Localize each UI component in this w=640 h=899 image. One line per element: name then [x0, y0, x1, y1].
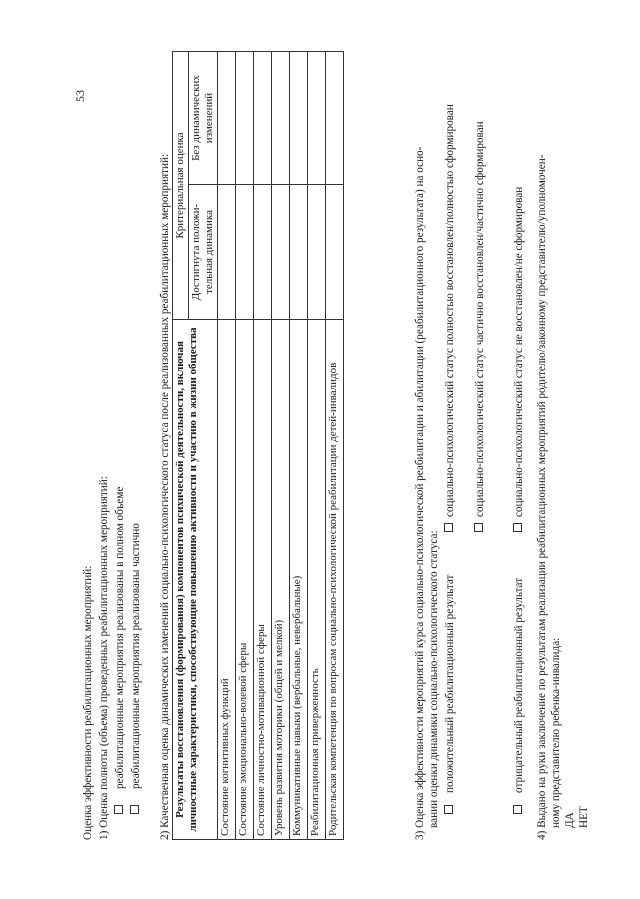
table-cell-positive[interactable]	[290, 185, 308, 320]
table-cell-label: Состояние когнитивных функций	[218, 320, 236, 840]
table-row	[290, 52, 308, 840]
table-cell-label: Коммуникативные навыки (вербальные, невербальные)	[290, 320, 308, 840]
table-cell-positive[interactable]	[326, 185, 344, 320]
section4-heading-line1: 4) Выдано на руки заключение по результатам реализации реабилитационных мероприятий родителю/законному представителю/уполномочен-	[536, 154, 548, 840]
rotated-page-content	[58, 42, 598, 862]
section3-heading-line1: 3) Оценка эффективности мероприятий курса социально-психологической реабилитации и абилитации (реабилитационного результата) на осно-	[414, 146, 426, 840]
table-cell-positive[interactable]	[254, 185, 272, 320]
checkbox-icon[interactable]	[130, 805, 139, 814]
criteria-table	[172, 51, 344, 840]
table-cell-no-change[interactable]	[236, 52, 254, 185]
table-row	[326, 52, 344, 840]
table-row	[218, 52, 236, 840]
table-cell-positive[interactable]	[308, 185, 326, 320]
table-cell-positive[interactable]	[236, 185, 254, 320]
table-cell-label: Уровень развития моторики (общей и мелкой)	[272, 320, 290, 840]
table-cell-no-change[interactable]	[272, 52, 290, 185]
table-cell-label: Состояние личностно-мотивационной сферы	[254, 320, 272, 840]
checkbox-icon[interactable]	[513, 805, 522, 814]
table-cell-positive[interactable]	[272, 185, 290, 320]
table-cell-label: Состояние эмоционально-волевой сферы	[236, 320, 254, 840]
intro-heading: Оценка эффективности реабилитационных мероприятий:	[82, 565, 94, 840]
page-number: 53	[73, 90, 87, 102]
checkbox-icon[interactable]	[114, 805, 123, 814]
answer-no[interactable]: НЕТ	[578, 806, 590, 828]
table-row	[272, 52, 290, 840]
positive-option-partial: социально-психологический статус частично восстановлен/частично сформирован	[474, 92, 487, 532]
checkbox-icon[interactable]	[513, 523, 522, 532]
table-cell-label: Родительская компетенция по вопросам социально-психологической реабилитации детей-инвалидов	[326, 320, 344, 840]
table-header-criteria: Критериальная оценка	[173, 52, 189, 320]
answer-yes[interactable]: ДА	[564, 812, 576, 828]
section1-option-partial: реабилитационные мероприятия реализованы частично	[130, 523, 143, 814]
section1-heading: 1) Оценка полноты (объема) проведенных реабилитационных мероприятий:	[98, 476, 110, 840]
table-row	[254, 52, 272, 840]
table-header-positive: Достигнута положи-тельная динамика	[189, 185, 218, 320]
table-cell-label: Реабилитационная приверженность	[308, 320, 326, 840]
section2-heading: 2) Качественная оценка динамических изменений социально-психологического статуса после реализованных реабилитационных мероприятий:	[159, 153, 171, 840]
negative-option: социально-психологический статус не восстановлен/не сформирован	[513, 187, 526, 532]
table-row	[236, 52, 254, 840]
positive-option-full: социально-психологический статус полностью восстановлен/полностью сформирован	[444, 62, 457, 532]
section4-heading-line2: ному представителю ребенка-инвалида:	[550, 637, 562, 828]
table-cell-no-change[interactable]	[326, 52, 344, 185]
table-header-results: Результаты восстановления (формирования) компонентов психической деятельности, включая личностные характеристики, способствующие повышению активности и участию в жизни общества	[173, 320, 218, 840]
table-row	[308, 52, 326, 840]
table-cell-no-change[interactable]	[218, 52, 236, 185]
negative-result-label: отрицательный реабилитационный результат	[513, 578, 526, 814]
checkbox-icon[interactable]	[444, 523, 453, 532]
table-cell-positive[interactable]	[218, 185, 236, 320]
table-header-no-change: Без динамических изменений	[189, 52, 218, 185]
checkbox-icon[interactable]	[444, 805, 453, 814]
section3-heading-line2: вании оценки динамики социально-психологического статуса:	[428, 530, 440, 828]
checkbox-icon[interactable]	[474, 523, 483, 532]
table-cell-no-change[interactable]	[290, 52, 308, 185]
table-cell-no-change[interactable]	[308, 52, 326, 185]
positive-result-label: положительный реабилитационный результат	[444, 575, 457, 814]
table-cell-no-change[interactable]	[254, 52, 272, 185]
section1-option-full: реабилитационные мероприятия реализованы в полном объеме	[114, 487, 127, 814]
